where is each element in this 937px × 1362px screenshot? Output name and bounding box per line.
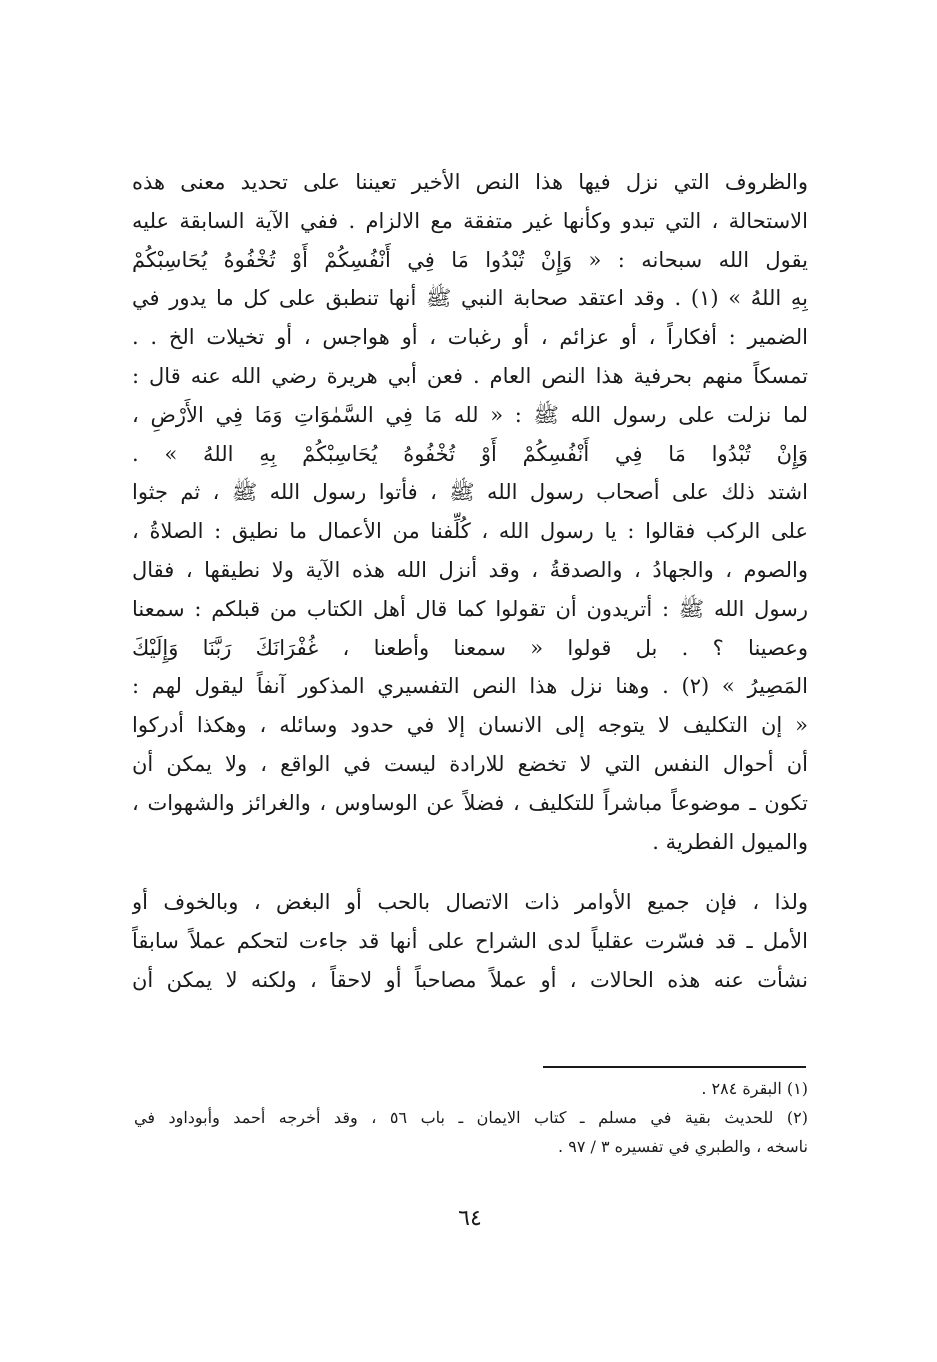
text-line: الأمل ـ قد فسّرت عقلياً لدى الشراح على أنها قد جاءت لتحكم عملاً سابقاً — [132, 929, 808, 954]
paragraph-1 — [132, 163, 808, 861]
body-text — [132, 163, 808, 1000]
text-line: يقول الله سبحانه : « وَإِنْ تُبْدُوا مَا فِي أَنْفُسِكُمْ أَوْ تُخْفُوهُ يُحَاسِبْكُمْ — [132, 247, 808, 272]
text-line: نشأت عنه هذه الحالات ، أو عملاً مصاحباً أو لاحقاً ، ولكنه لا يمكن أن — [132, 967, 808, 992]
footnote-separator — [543, 1066, 806, 1068]
paragraph-gap — [132, 861, 808, 883]
text-line: الاستحالة ، التي تبدو وكأنها غير متفقة مع الالزام . ففي الآية السابقة عليه — [132, 208, 808, 233]
text-line: لما نزلت على رسول الله ﷺ : « لله مَا فِي السَّمٰوَاتِ وَمَا فِي الأَرْضِ ، — [132, 402, 808, 427]
page-number: ٦٤ — [458, 1206, 482, 1231]
text-line: والظروف التي نزل فيها هذا النص الأخير تعيننا على تحديد معنى هذه — [132, 170, 808, 194]
footnote-line: (١) البقرة ٢٨٤ . — [701, 1079, 808, 1098]
text-line: على الركب فقالوا : يا رسول الله ، كُلِّفنا من الأعمال ما نطيق : الصلاةُ ، — [132, 519, 808, 544]
text-line: ولذا ، فإن جميع الأوامر ذات الاتصال بالحب أو البغض ، وبالخوف أو — [132, 890, 808, 915]
footnote-line: (٢) للحديث بقية في مسلم ـ كتاب الايمان ـ باب ٥٦ ، وقد أخرجه أحمد وأبوداود في — [134, 1108, 808, 1127]
text-line: وَإِنْ تُبْدُوا مَا فِي أَنْفُسِكُمْ أَوْ تُخْفُوهُ يُحَاسِبْكُمْ بِهِ اللهُ » . — [132, 441, 808, 466]
footnote-line: ناسخه ، والطبري في تفسيره ٣ / ٩٧ . — [558, 1137, 808, 1156]
text-line: « إن التكليف لا يتوجه إلى الانسان إلا في حدود وسائله ، وهكذا أدركوا — [132, 713, 808, 738]
text-line: أن أحوال النفس التي لا تخضع للارادة ليست في الواقع ، ولا يمكن أن — [132, 751, 808, 776]
text-line: والميول الفطرية . — [652, 829, 808, 854]
text-line: المَصِيرُ » (٢) . وهنا نزل هذا النص التفسيري المذكور آنفاً ليقول لهم : — [132, 674, 808, 699]
text-line: تكون ـ موضوعاً مباشراً للتكليف ، فضلاً عن الوساوس ، والغرائز والشهوات ، — [132, 790, 808, 815]
text-line: وعصينا ؟ . بل قولوا « سمعنا وأطعنا ، غُفْرَانَكَ رَبَّنَا وَإِلَيْكَ — [132, 635, 808, 660]
text-line: الضمير : أفكاراً ، أو عزائم ، أو رغبات ، أو هواجس ، أو تخيلات الخ . . — [132, 325, 808, 350]
text-line: رسول الله ﷺ : أتريدون أن تقولوا كما قال أهل الكتاب من قبلكم : سمعنا — [132, 596, 808, 621]
text-line: بِهِ اللهُ » (١) . وقد اعتقد صحابة النبي ﷺ أنها تنطبق على كل ما يدور في — [132, 286, 808, 311]
footnotes — [134, 1074, 808, 1161]
text-line: اشتد ذلك على أصحاب رسول الله ﷺ ، فأتوا رسول الله ﷺ ، ثم جثوا — [132, 480, 808, 505]
text-line: تمسكاً منهم بحرفية هذا النص العام . فعن أبي هريرة رضي الله عنه قال : — [132, 363, 808, 388]
footnote-1 — [134, 1074, 808, 1103]
footnote-2 — [134, 1103, 808, 1161]
text-line: والصوم ، والجهادُ ، والصدقةُ ، وقد أنزل الله هذه الآية ولا نطيقها ، فقال — [132, 557, 808, 582]
paragraph-2 — [132, 883, 808, 999]
